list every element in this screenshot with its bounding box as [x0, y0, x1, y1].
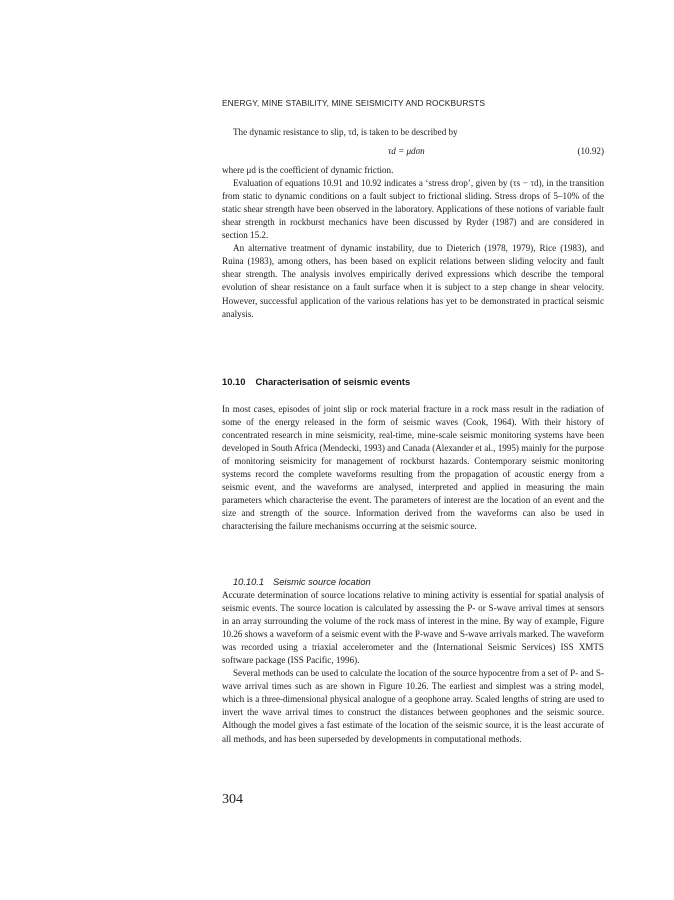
subsection-block: [222, 576, 604, 746]
subsection-title: Seismic source location: [273, 577, 371, 587]
equation-number: (10.92): [577, 146, 604, 157]
section-title: Characterisation of seismic events: [255, 376, 411, 387]
section-number: 10.10: [222, 376, 246, 387]
subsection-paragraph-1: Accurate determination of source locations relative to mining activity is essential for spatial analysis of seismic events. The source location is calculated by assessing the P- or S-wave arrival times at sensors in an array surrounding the volume of the rock mass of interest in the mine. By way of example, Figure 10.26 shows a waveform of a seismic event with the P-wave and S-wave arrivals marked. The waveform was recorded using a triaxial accelerometer and the (International Seismic Services) ISS XMTS software package (ISS Pacific, 1996).: [222, 590, 604, 666]
intro-paragraph-1: The dynamic resistance to slip, τd, is taken to be described by: [233, 127, 458, 137]
intro-paragraph-4: An alternative treatment of dynamic instability, due to Dieterich (1978, 1979), Rice (1983), and Ruina (1983), among others, has been based on explicit relations between sliding velocity and fault shear strength. The analysis involves empirically derived expressions which describe the temporal evolution of shear resistance on a fault surface when it is subject to a step change in shear velocity. However, successful application of the various relations has yet to be demonstrated in practical seismic analysis.: [222, 243, 604, 319]
equation-expression: τd = μdσn: [388, 146, 425, 157]
running-head: ENERGY, MINE STABILITY, MINE SEISMICITY AND ROCKBURSTS: [222, 98, 486, 108]
section-heading: [222, 376, 410, 387]
subsection-number: 10.10.1: [233, 577, 265, 587]
intro-paragraph-2: where μd is the coefficient of dynamic friction.: [222, 165, 394, 176]
intro-paragraph-3: Evaluation of equations 10.91 and 10.92 indicates a ‘stress drop’, given by (τs − τd), in the transition from static to dynamic conditions on a fault subject to frictional sliding. Stress drops of 5–10% of the static shear strength have been observed in the laboratory. Applications of these notions of variable fault shear strength in rockburst mechanics have been discussed by Ryder (1987) and are considered in section 15.2.: [222, 178, 604, 241]
section-block: [222, 403, 604, 533]
equation-10-92: [222, 145, 604, 159]
subsection-heading: [222, 576, 604, 589]
page-number: 304: [222, 792, 243, 807]
section-paragraph-1: In most cases, episodes of joint slip or rock material fracture in a rock mass result in the radiation of some of the energy released in the form of seismic waves (Cook, 1964). With their history of concentrated research in mine seismicity, real-time, mine-scale seismic monitoring systems have been developed in South Africa (Mendecki, 1993) and Canada (Alexander et al., 1995) mainly for the purpose of monitoring seismicity for management of rockburst hazards. Contemporary seismic monitoring systems record the complete waveforms resulting from the propagation of acoustic energy from a seismic event, and the waveforms are analysed, interpreted and applied in measuring the main parameters which characterise the event. The parameters of interest are the location of an event and the size and strength of the source. Information derived from the waveforms can also be used in characterising the failure mechanisms occurring at the seismic source.: [222, 404, 604, 532]
subsection-paragraph-2: Several methods can be used to calculate the location of the source hypocentre from a set of P- and S-wave arrival times such as are shown in Figure 10.26. The earliest and simplest was a string model, which is a three-dimensional physical analogue of a geophone array. Scaled lengths of string are used to invert the wave arrival times to construct the distances between geophones and the seismic source. Although the model gives a fast estimate of the location of the seismic source, it is the least accurate of all methods, and has been superseded by developments in computational methods.: [222, 668, 604, 744]
intro-block: [222, 126, 604, 321]
